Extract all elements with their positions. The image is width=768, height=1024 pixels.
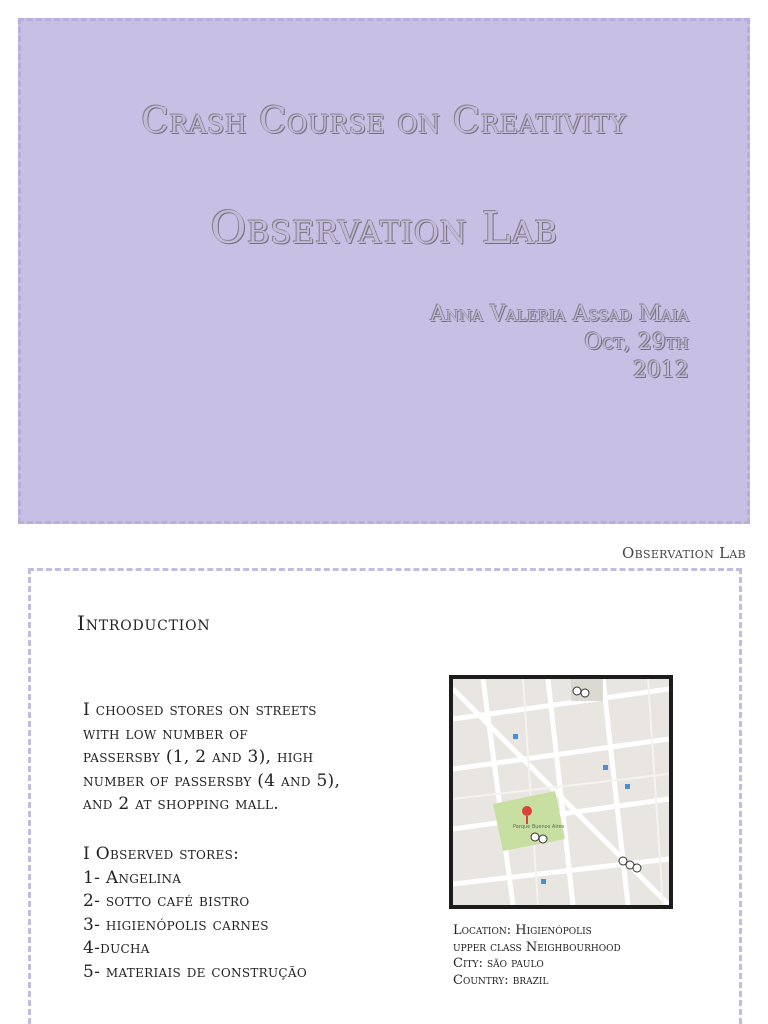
list-item: 2- sotto café bistro: [83, 891, 250, 911]
store-list-title: I Observed stores:: [83, 844, 240, 864]
author-name: Anna Valeria Assad Maia: [430, 302, 689, 327]
caption-line: Location: Higienópolis: [453, 923, 592, 938]
caption-line: Country: brazil: [453, 972, 549, 988]
park-label: Parque Buenos Aires: [513, 824, 565, 830]
course-title: Crash Course on Creativity: [141, 101, 627, 142]
intro-line: and 2 at shopping mall.: [83, 794, 279, 814]
author-block: [430, 301, 689, 385]
intro-line: I choosed stores on streets: [83, 700, 317, 720]
slide-header-label: Observation Lab: [622, 544, 746, 562]
intro-paragraph: [83, 699, 403, 817]
caption-line: City: são paulo: [453, 956, 544, 971]
presentation-date: Oct, 29th: [584, 330, 689, 355]
list-item: 4-ducha: [83, 938, 150, 958]
intro-line: number of passersby (4 and 5),: [83, 770, 341, 791]
store-list: [83, 843, 403, 984]
lab-title: Observation Lab: [210, 203, 558, 254]
introduction-slide: [28, 568, 742, 1024]
list-item: 5- materiais de construção: [83, 961, 307, 982]
map-caption: [453, 923, 621, 989]
map-image: [449, 675, 673, 909]
introduction-heading: Introduction: [77, 611, 211, 635]
intro-line: passersby (1, 2 and 3), high: [83, 747, 314, 767]
presentation-year: 2012: [633, 358, 689, 383]
caption-line: upper class Neighbourhood: [453, 939, 621, 955]
intro-line: with low number of: [83, 723, 248, 744]
map-graphic: [453, 679, 669, 905]
list-item: 3- higienópolis carnes: [83, 914, 269, 935]
title-slide: [18, 18, 750, 524]
map-pin-icon: [522, 806, 532, 816]
list-item: 1- Angelina: [83, 867, 182, 888]
